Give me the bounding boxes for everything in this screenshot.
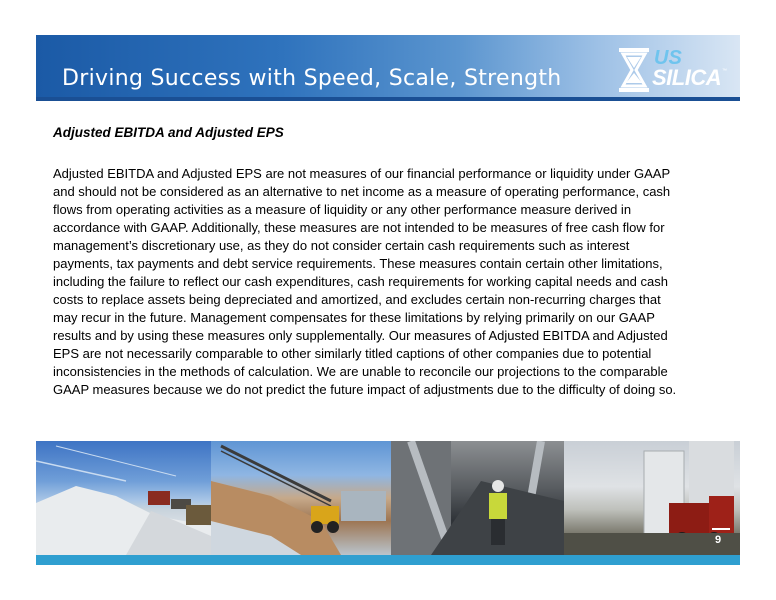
header-banner — [36, 35, 740, 101]
plant-worker-photo — [391, 441, 564, 555]
page-number: 9 — [715, 534, 722, 546]
loader-conveyor-photo — [211, 441, 391, 555]
hourglass-icon — [618, 48, 650, 92]
photo-strip — [36, 441, 740, 555]
footer-bar — [36, 555, 740, 565]
silo-truck-photo — [564, 441, 740, 555]
us-silica-logo — [618, 48, 730, 92]
logo-trademark: ™ — [722, 68, 727, 74]
logo-text-silica: SILICA — [652, 65, 722, 90]
logo-text-us: US — [654, 47, 682, 69]
section-heading: Adjusted EBITDA and Adjusted EPS — [53, 125, 284, 140]
slide-title: Driving Success with Speed, Scale, Strength — [62, 66, 562, 91]
page-number-rule — [712, 528, 730, 530]
sand-pile-photo — [36, 441, 211, 555]
disclaimer-paragraph: Adjusted EBITDA and Adjusted EPS are not measures of our financial performance or liquidity under GAAP and should not be considered as an alternative to net income as a measure of operating performance, cash flows from operating activities as a measure of liquidity or any other performance measure derived in accordance with GAAP. Additionally, these measures are not intended to be measures of free cash flow for management’s discretionary use, as they do not consider certain cash requirements such as interest payments, tax payments and debt service requirements. These measures contain certain other limitations, including the failure to reflect our cash expenditures, cash requirements for working capital needs and cash costs to replace assets being depreciated and amortized, and excludes certain non-recurring charges that may recur in the future. Management compensates for these limitations by relying primarily on our GAAP results and by using these measures only supplementally. Our measures of Adjusted EBITDA and Adjusted EPS are not necessarily comparable to other similarly titled captions of other companies due to potential inconsistencies in the methods of calculation. We are unable to reconcile our projections to the comparable GAAP measures because we do not predict the future impact of adjustments due to the difficulty of doing so. — [53, 166, 677, 397]
